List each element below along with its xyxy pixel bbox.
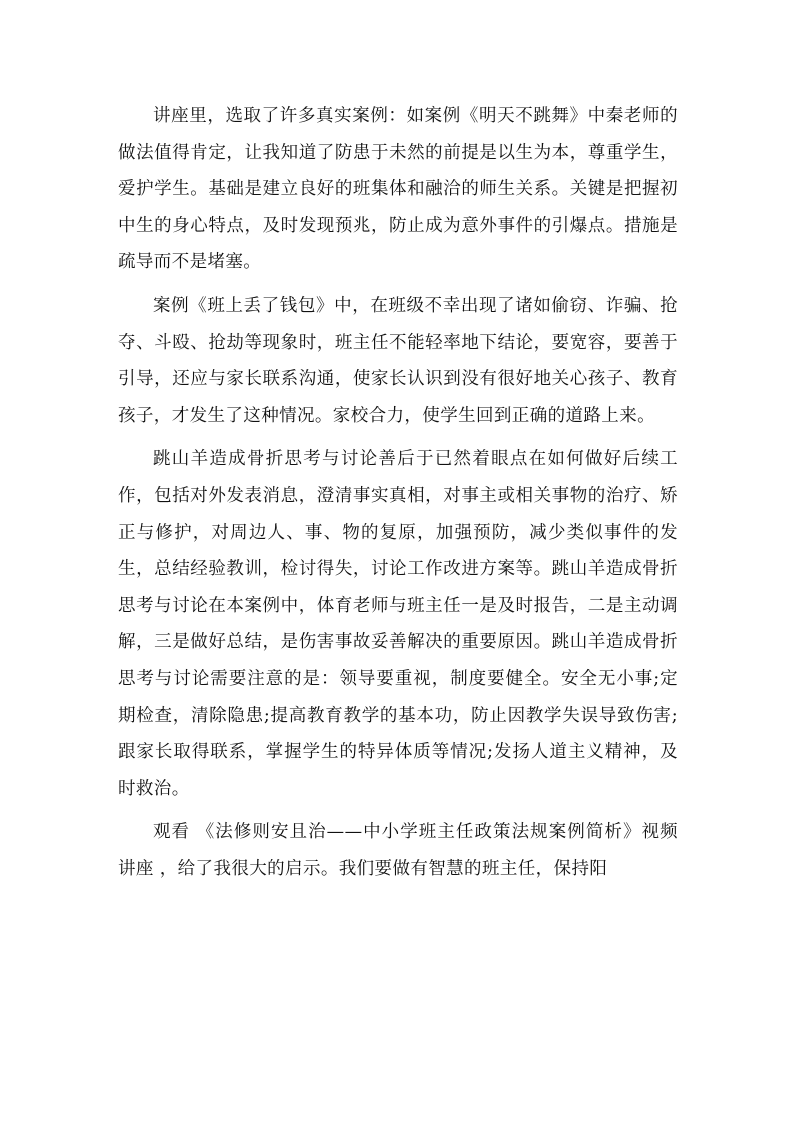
document-page xyxy=(118,98,678,894)
paragraph-case-wallet: 案例《班上丢了钱包》中，在班级不幸出现了诸如偷窃、诈骗、抢夺、斗殴、抢劫等现象时，班主任不能轻率地下结论，要宽容，要善于引导，还应与家长联系沟通，使家长认识到没有很好地关心孩子、教育孩子，才发生了这种情况。家校合力，使学生回到正确的道路上来。 xyxy=(118,295,678,426)
paragraph-case-dance: 讲座里，选取了许多真实案例：如案例《明天不跳舞》中秦老师的做法值得肯定，让我知道了防患于未然的前提是以生为本，尊重学生，爱护学生。基础是建立良好的班集体和融洽的师生关系。关键是把握初中生的身心特点，及时发现预兆，防止成为意外事件的引爆点。措施是疏导而不是堵塞。 xyxy=(118,106,678,273)
paragraph-case-fracture: 跳山羊造成骨折思考与讨论善后于已然着眼点在如何做好后续工作，包括对外发表消息，澄清事实真相，对事主或相关事物的治疗、矫正与修护，对周边人、事、物的复原，加强预防，减少类似事件的发生，总结经验教训，检讨得失，讨论工作改进方案等。跳山羊造成骨折思考与讨论在本案例中，体育老师与班主任一是及时报告，二是主动调解，三是做好总结，是伤害事故妥善解决的重要原因。跳山羊造成骨折思考与讨论需要注意的是：领导要重视，制度要健全。安全无小事;定期检查，清除隐患;提高教育教学的基本功，防止因教学失误导致伤害;跟家长取得联系，掌握学生的特异体质等情况;发扬人道主义精神，及时救治。 xyxy=(118,449,678,799)
paragraph-video-lecture: 观看 《法修则安且治——中小学班主任政策法规案例简析》视频讲座 ，给了我很大的启示。我们要做有智慧的班主任，保持阳 xyxy=(118,822,678,879)
